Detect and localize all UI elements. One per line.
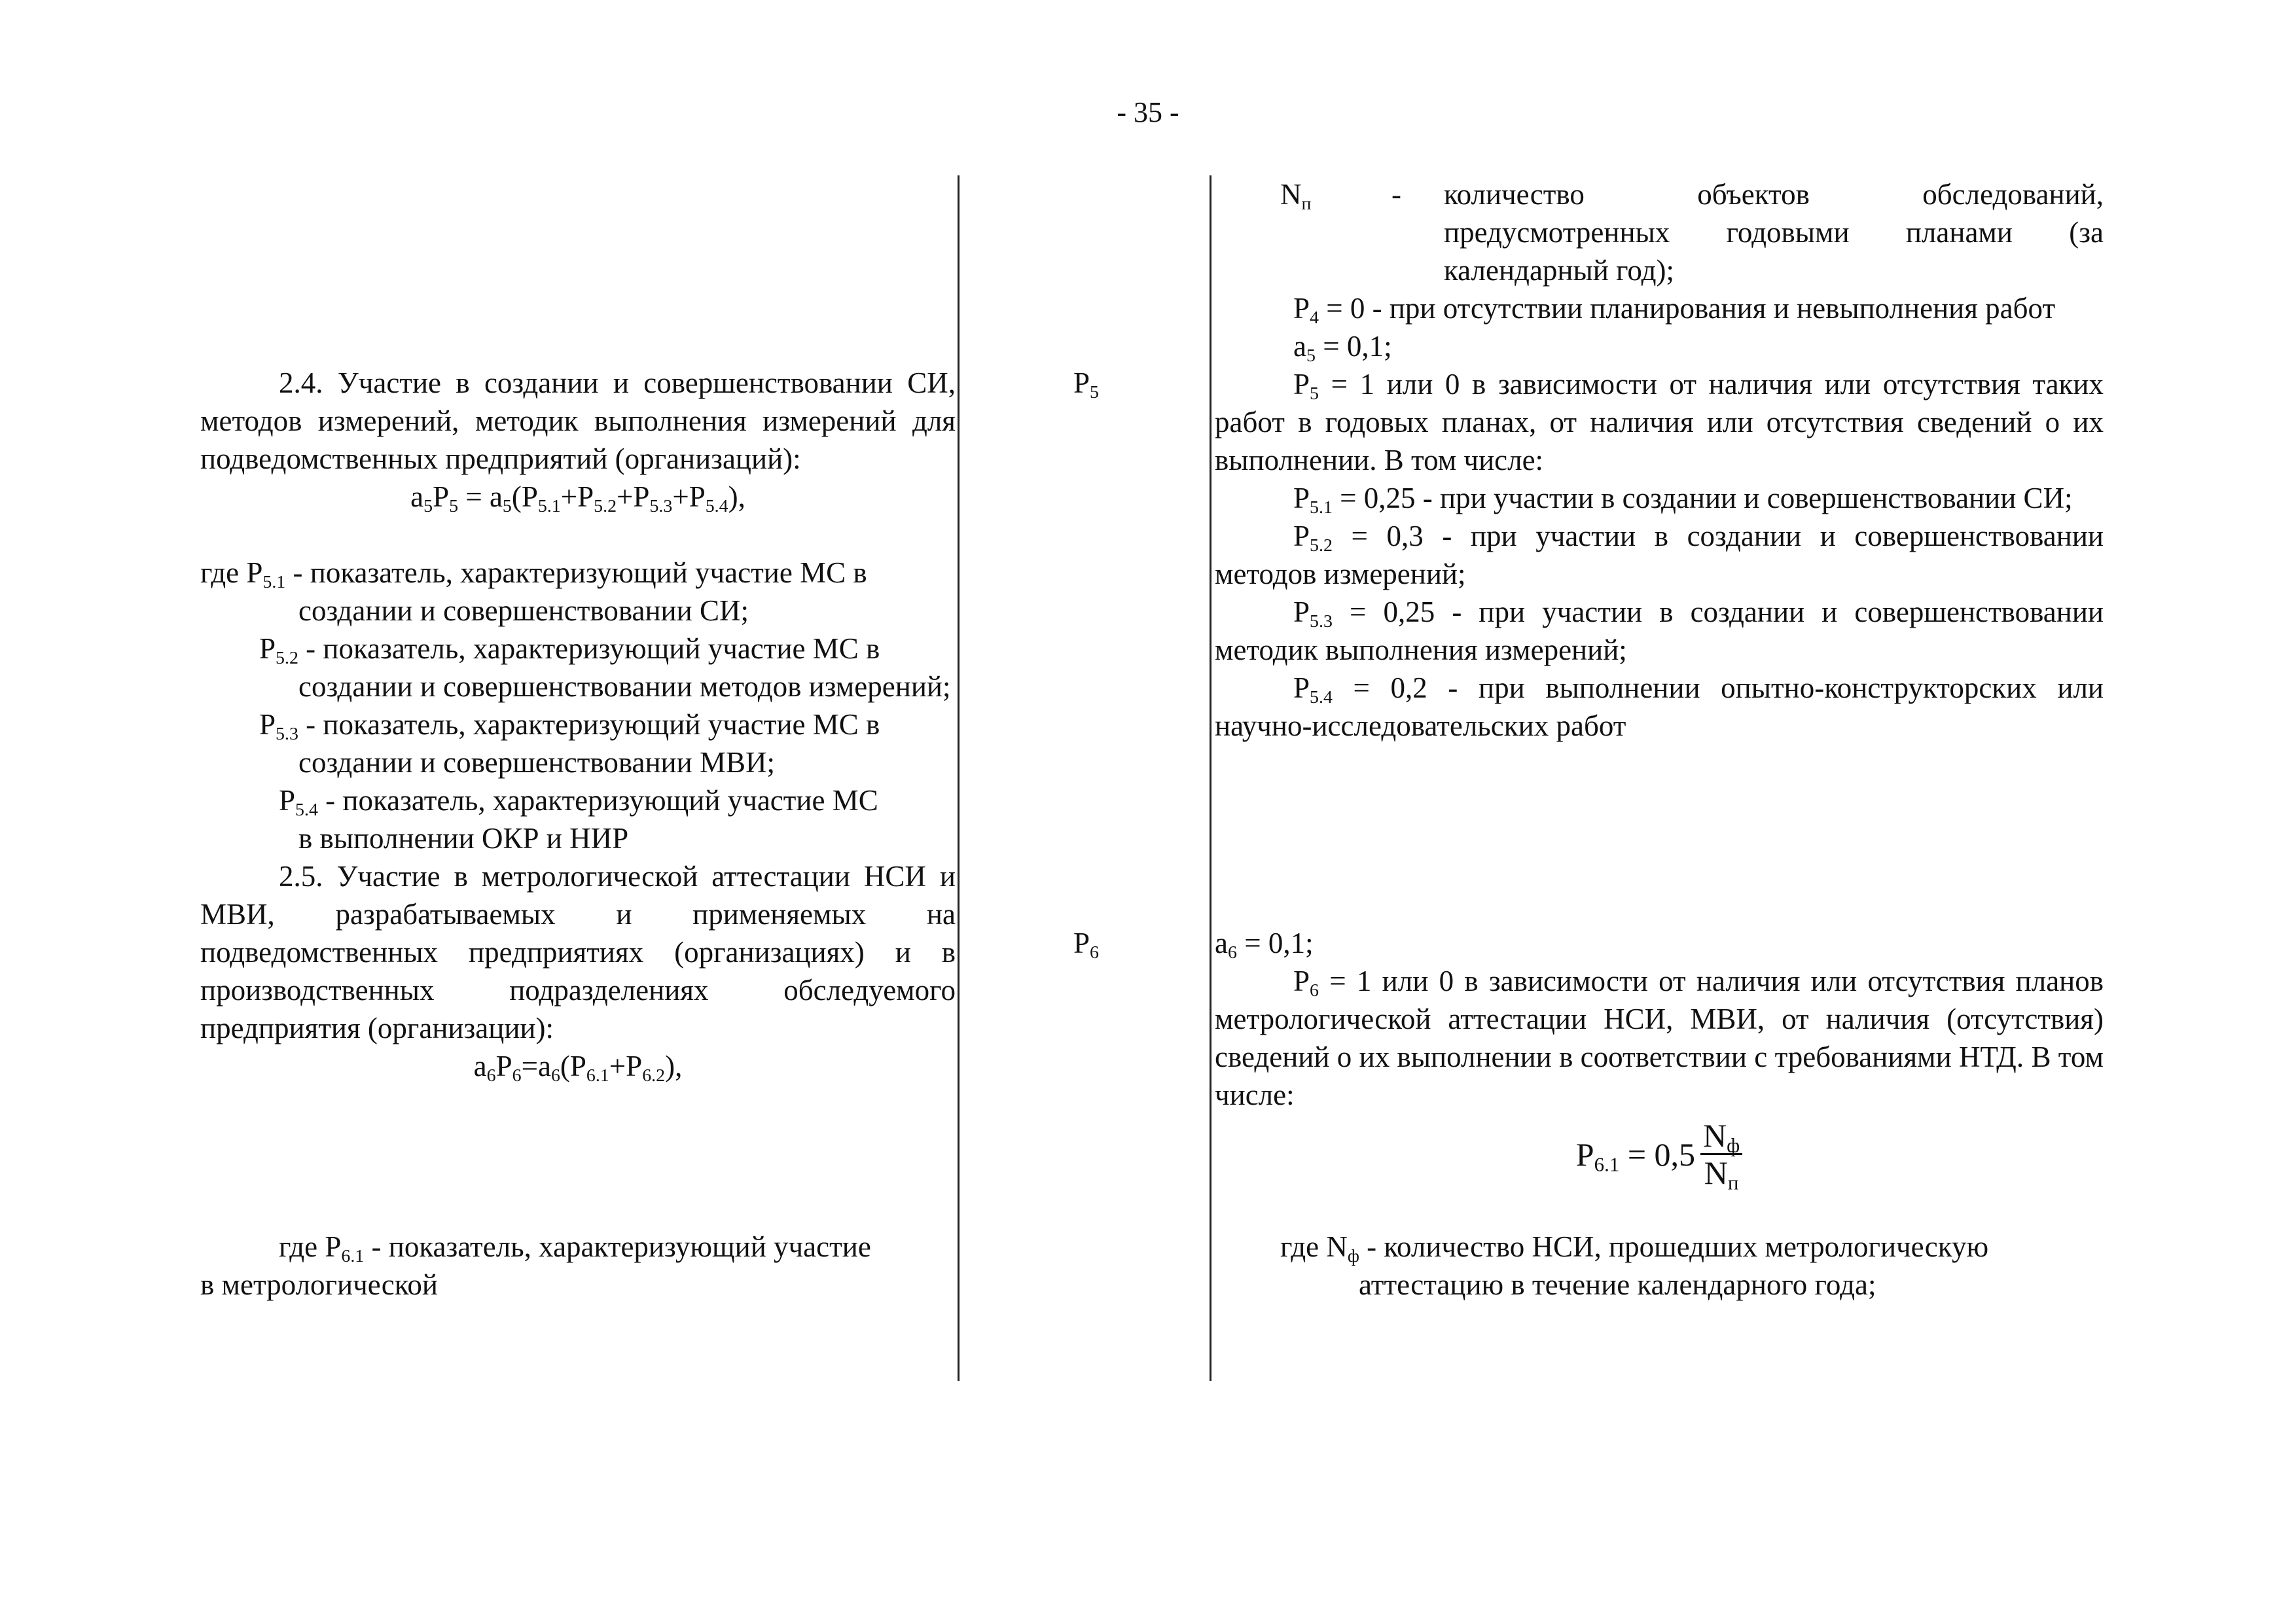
column-divider-left <box>958 175 960 1381</box>
page-number: - 35 - <box>1117 96 1179 128</box>
p4-definition: $P_4 = 0$ - при отсутствии планирования и невыполнения работ <box>1293 292 2056 328</box>
column-divider-right <box>1210 175 1211 1381</box>
left-column <box>200 364 956 1085</box>
fraction: $\frac{N_ф}{N_п}$ <box>1700 1118 1742 1190</box>
def-p51-cont: создании и совершенствовании СИ; <box>298 594 749 627</box>
section-2-5-title: 2.5. Участие в метрологической аттестации НСИ и МВИ, разрабатываемых и применяемых на подведомственных предприятиях (организациях) и в производственных подразделениях обследуемого предприятия (организации): <box>200 860 956 1044</box>
p54-value: $P_{5.4} = 0,2$ - при выполнении опытно-конструкторских или научно-исследовательских работ <box>1215 671 2104 742</box>
def-p53: $P_{5.3}$ - показатель, характеризующий участие МС в <box>259 708 880 744</box>
a5-value: $a_5 = 0,1$; <box>1293 330 1392 366</box>
nf-definition: где $N_ф$ - количество НСИ, прошедших метрологическую <box>1280 1230 1989 1266</box>
np-definition: $N_п$ - количество объектов обследований, предусмотренных годовыми планами (за календарный год); <box>1280 178 2104 287</box>
p53-value: $P_{5.3} = 0,25$ - при участии в создании и совершенствовании методик выполнения измерений; <box>1215 596 2104 666</box>
def-p53-cont: создании и совершенствовании МВИ; <box>298 746 775 779</box>
formula-a6p6: $a_6P_6=a_6(P_{6.1}+P_{6.2})$, <box>473 1050 683 1086</box>
def-p54: $P_{5.4}$ - показатель, характеризующий участие МС <box>279 784 878 820</box>
def-p51: где $P_{5.1}$ - показатель, характеризующий участие МС в <box>200 556 867 592</box>
p51-value: $P_{5.1} = 0,25$ - при участии в создании и совершенствовании СИ; <box>1293 482 2073 518</box>
nf-definition-cont: аттестацию в течение календарного года; <box>1359 1268 1876 1301</box>
section-2-4-title: 2.4. Участие в создании и совершенствовании СИ, методов измерений, методик выполнения измерений для подведомственных предприятий (организаций): <box>200 366 956 475</box>
def-p61: где $P_{6.1}$ - показатель, характеризующий участие <box>279 1230 871 1266</box>
marker-p5: $P_5$ <box>1073 366 1099 402</box>
p52-value: $P_{5.2} = 0,3$ - при участии в создании и совершенствовании методов измерений; <box>1215 520 2104 590</box>
def-p61-cont: в метрологической <box>200 1268 438 1301</box>
p6-definition: $P_6 = 1$ или 0 в зависимости от наличия или отсутствия планов метрологической аттестации НСИ, МВИ, от наличия (отсутствия) сведений о их выполнении в соответствии с требованиями НТД. В том числе: <box>1215 965 2104 1111</box>
marker-p6: $P_6$ <box>1073 927 1099 963</box>
formula-a5p5: $a_5P_5 = a_5(P_{5.1}+P_{5.2}+P_{5.3}+P_{5.4})$, <box>410 480 745 516</box>
formula-p61: $P_{6.1} = 0,5$ $\frac{N_ф}{N_п}$ <box>1215 1118 2104 1190</box>
left-column-bottom <box>200 1228 956 1304</box>
right-column-bottom <box>1215 1228 2104 1304</box>
def-p54-cont: в выполнении ОКР и НИР <box>298 822 629 855</box>
right-column-p6 <box>1215 924 2104 1194</box>
p5-definition: $P_5 = 1$ или 0 в зависимости от наличия или отсутствия таких работ в годовых планах, от наличия или отсутствия сведений о их выполнении. В том числе: <box>1215 368 2104 476</box>
a6-value: $a_6 = 0,1$; <box>1215 927 1314 963</box>
def-p52-cont: создании и совершенствовании методов измерений; <box>298 670 951 703</box>
def-p52: $P_{5.2}$ - показатель, характеризующий участие МС в <box>259 632 880 668</box>
right-column <box>1215 175 2104 745</box>
